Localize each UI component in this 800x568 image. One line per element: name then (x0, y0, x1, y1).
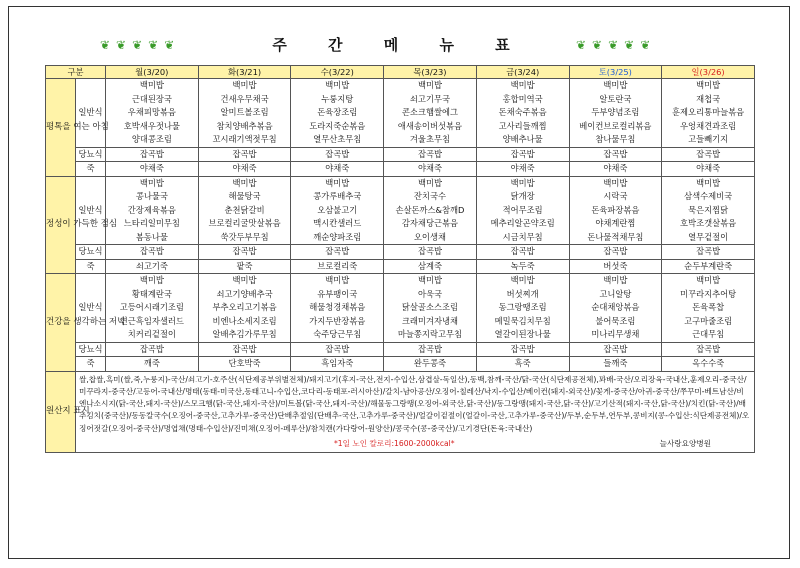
dish-item: 부추오리고기볶음 (212, 302, 277, 312)
lunch-porridge-day-0: 쇠고기죽 (106, 259, 199, 274)
breakfast-diabetic-day-0: 잡곡밥 (106, 147, 199, 162)
dinner-general-day-5 (569, 274, 662, 343)
breakfast-label: 평톡을 여는 아침 (46, 79, 76, 177)
dinner-porridge-day-2: 흑임자죽 (291, 357, 384, 372)
dish-item: 쇠고기양배추국 (216, 288, 273, 299)
dish-item: 돈육폭찹 (692, 302, 725, 312)
lunch-diabetic-day-1: 잡곡밥 (198, 245, 291, 260)
breakfast-general-label: 일반식 (76, 79, 106, 148)
dish-item: 숙주당근무침 (313, 329, 362, 339)
dish-item: 백미밥 (603, 275, 628, 285)
dish-item: 연근흑임자샐러드 (119, 315, 184, 326)
breakfast-diabetic-day-5: 잡곡밥 (569, 147, 662, 162)
breakfast-general-day-5 (569, 79, 662, 148)
lunch-porridge-day-5: 버섯죽 (569, 259, 662, 274)
dish-item: 쑥갓두부무침 (220, 231, 269, 242)
dish-item: 맥시칸샐러드 (313, 218, 362, 228)
lunch-diabetic-day-2: 잡곡밥 (291, 245, 384, 260)
breakfast-general-day-0 (106, 79, 199, 148)
dish-item: 백미밥 (510, 177, 535, 188)
day-header-fri: 금(3/24) (476, 66, 569, 79)
dish-item: 홍합미역국 (502, 93, 543, 104)
dish-item: 백미밥 (325, 275, 350, 285)
lunch-diabetic-day-3: 잡곡밥 (384, 245, 477, 260)
dish-item: 열무산초무침 (313, 134, 362, 144)
breakfast-porridge-row (46, 162, 755, 177)
dinner-porridge-day-6: 옥수수죽 (662, 357, 755, 372)
lunch-general-day-6 (662, 176, 755, 245)
dish-item: 적어무조림 (502, 204, 543, 215)
dish-item: 잔치국수 (413, 191, 446, 201)
dish-item: 콩가루배추국 (313, 191, 362, 201)
dinner-general-day-0 (106, 274, 199, 343)
day-header-thu: 목(3/23) (384, 66, 477, 79)
dinner-general-day-1 (198, 274, 291, 343)
dish-item: 불어묵조림 (595, 315, 636, 326)
dinner-porridge-row (46, 357, 755, 372)
dish-item: 메밀묵김치무침 (494, 315, 551, 326)
day-header-sun: 일(3/26) (662, 66, 755, 79)
dish-item: 고들빼기지 (688, 134, 729, 144)
dish-item: 우채피망볶음 (127, 107, 176, 117)
dinner-general-day-4 (476, 274, 569, 343)
dish-item: 유부팽이국 (317, 288, 358, 299)
dish-item: 백미밥 (232, 275, 257, 285)
dish-item: 알배추김가루무침 (212, 329, 277, 339)
lunch-diabetic-day-6: 잡곡밥 (662, 245, 755, 260)
dish-item: 돈나물적채무침 (587, 231, 644, 242)
dinner-general-day-2 (291, 274, 384, 343)
dish-item: 고구마줄조림 (684, 315, 733, 326)
dish-item: 고사리들깨찜 (498, 120, 547, 131)
breakfast-general-day-1 (198, 79, 291, 148)
lunch-porridge-day-2: 브로컬리죽 (291, 259, 384, 274)
breakfast-porridge-day-3: 야채죽 (384, 162, 477, 177)
dish-item: 백미밥 (139, 177, 164, 188)
dish-item: 백미밥 (139, 275, 164, 285)
dish-item: 알미트볼조림 (220, 107, 269, 117)
lunch-general-day-4 (476, 176, 569, 245)
header-corner: 구분 (46, 66, 106, 79)
footer (79, 438, 751, 452)
origin-label: 원산지 표시 (46, 371, 76, 452)
dish-item: 열무겉절이 (688, 231, 729, 242)
breakfast-porridge-day-4: 야채죽 (476, 162, 569, 177)
origin-row (46, 371, 755, 452)
dinner-porridge-day-4: 흑죽 (476, 357, 569, 372)
dish-item: 베이컨브로컬리볶음 (579, 120, 652, 131)
sprout-decoration-left: ❦❦❦❦❦ (100, 38, 181, 52)
sprout-decoration-right: ❦❦❦❦❦ (576, 38, 657, 52)
dish-item: 시락국 (603, 191, 628, 201)
dish-item: 오삼불고기 (317, 204, 358, 215)
day-header-wed: 수(3/22) (291, 66, 384, 79)
dish-item: 간장제육볶음 (127, 204, 176, 215)
dish-item: 백미밥 (139, 80, 164, 90)
dish-item: 버섯찌개 (506, 288, 539, 299)
dish-item: 백미밥 (603, 80, 628, 90)
dish-item: 고등어시래기조림 (119, 302, 184, 312)
dish-item: 비엔나소세지조림 (212, 315, 277, 326)
dish-item: 근대된장국 (131, 93, 172, 104)
dish-item: 백미밥 (417, 275, 442, 285)
dinner-diabetic-label: 당뇨식 (76, 342, 106, 357)
dish-item: 봄동나물 (135, 231, 168, 242)
dish-item: 고니알탕 (599, 288, 632, 299)
dinner-diabetic-day-3: 잡곡밥 (384, 342, 477, 357)
dish-item: 건새우무채국 (220, 93, 269, 104)
dish-item: 브로컬리굴맛살볶음 (208, 218, 281, 228)
weekly-menu-table (45, 65, 755, 453)
dinner-porridge-day-5: 들깨죽 (569, 357, 662, 372)
dish-item: 참치양배추볶음 (216, 120, 273, 131)
dish-item: 백미밥 (325, 177, 350, 188)
lunch-general-row (46, 176, 755, 245)
dish-item: 양대콩조림 (131, 134, 172, 144)
dinner-general-label: 일반식 (76, 274, 106, 343)
dish-item: 미꾸라지추어탕 (680, 288, 737, 299)
day-header-sat: 토(3/25) (569, 66, 662, 79)
lunch-porridge-day-4: 녹두죽 (476, 259, 569, 274)
dinner-porridge-day-3: 완두콩죽 (384, 357, 477, 372)
lunch-porridge-day-3: 삼계죽 (384, 259, 477, 274)
dish-item: 닭살골소스조림 (401, 302, 459, 312)
dish-item: 애새송이버섯볶음 (397, 120, 463, 131)
dish-item: 동그랑땡조림 (498, 302, 547, 312)
dinner-porridge-day-1: 단호박죽 (198, 357, 291, 372)
lunch-porridge-day-6: 순두부계란죽 (662, 259, 755, 274)
lunch-diabetic-day-4: 잡곡밥 (476, 245, 569, 260)
calorie-note: *1일 노인 칼로리:1600-2000kcal* (334, 438, 455, 448)
dinner-diabetic-day-4: 잡곡밥 (476, 342, 569, 357)
dish-item: 메추리알곤약조림 (490, 218, 555, 228)
breakfast-porridge-day-6: 야채죽 (662, 162, 755, 177)
dinner-general-day-3 (384, 274, 477, 343)
dish-item: 콩나물국 (135, 191, 168, 201)
dinner-porridge-label: 죽 (76, 357, 106, 372)
dish-item: 해물청경채볶음 (309, 302, 366, 312)
breakfast-general-day-2 (291, 79, 384, 148)
dish-item: 감자채당근볶음 (401, 218, 459, 228)
dish-item: 꼬시래기액젓무침 (212, 134, 277, 144)
lunch-label: 정성이 가득한 점심 (46, 176, 76, 274)
dish-item: 열갈이된장나물 (494, 329, 551, 339)
dinner-diabetic-day-2: 잡곡밥 (291, 342, 384, 357)
dish-item: 근대무침 (692, 329, 725, 339)
dish-item: 백미밥 (510, 80, 535, 90)
lunch-diabetic-day-5: 잡곡밥 (569, 245, 662, 260)
dish-item: 느타리일미무침 (123, 218, 180, 228)
dish-item: 해물탕국 (228, 191, 261, 201)
breakfast-porridge-day-2: 야채죽 (291, 162, 384, 177)
dish-item: 묵은지찜닭 (688, 204, 729, 215)
lunch-general-day-0 (106, 176, 199, 245)
breakfast-diabetic-day-4: 잡곡밥 (476, 147, 569, 162)
breakfast-diabetic-row (46, 147, 755, 162)
lunch-general-day-3 (384, 176, 477, 245)
dinner-general-day-6 (662, 274, 755, 343)
dish-item: 치커리겉절이 (127, 329, 176, 339)
dish-item: 백미밥 (325, 80, 350, 90)
dinner-label: 건강을 생각하는 저녁 (46, 274, 76, 372)
dish-item: 알토란국 (599, 93, 632, 104)
origin-cell (76, 371, 755, 452)
dinner-general-row (46, 274, 755, 343)
dinner-diabetic-day-6: 잡곡밥 (662, 342, 755, 357)
dish-item: 두부양념조림 (591, 107, 640, 117)
dish-item: 백미밥 (232, 80, 257, 90)
dish-item: 백미밥 (696, 275, 721, 285)
dish-item: 야채계란찜 (595, 218, 636, 228)
origin-text: 쌀,찹쌀,흑미(쌀,죽,누룽지)-국산/쇠고기-호주산(식단제공부위별전체)/돼지고기(후지-국산,전지-수입산,삼겹살-독일산),동백,참깨-국산/닭-국산(식단제공전체),꽈배-국산/오리장육-국내산,훈제오리-중국산/미꾸라지-중국산/고등어-국내산/명태(동태-미국산,동태고니-수입산,코다리-동태포-러시아산)/갈치-남아공산/오징어-칠레산/낙지-수입산/베이컨(돼지-외국산)/꽃게-중국산/아귀-중국산/쭈꾸미-베트남산/비엔나소시지(닭-국산,돼지-국산)/스모크햄(닭-국산,돼지-국산)/미트볼(닭-국산,돼지-국산)/해물동그랑땡(오징어-외국산,닭-국산)/동그랑땡(돼지-국산,닭-국산)/고기산적(돼지-국산,닭-국산)/치킨(닭-국산)/배추김치(중국산)/동동칼국수(오징어-중국산,고추가루-중국산)단배추절임(단배추-국산,고추가루-중국산)/얼갈이겉절이(얼갈이-국산,고추가루-중국산)/두부,순두부,연두부,콩비지(콩-수입산:식단제공전체)/오징어젓갈(오징어-중국산)/명엽채(명태-수입산)/진미채(오징어-페루산)/참치캔(가다랑어-원양산)/콩국수(콩-중국산)/고기경단(돈육:국내산) (79, 374, 750, 433)
breakfast-diabetic-day-6: 잡곡밥 (662, 147, 755, 162)
dish-item: 오이생채 (413, 231, 446, 242)
dish-item: 깨순양파조림 (313, 231, 362, 242)
dish-item: 마늘쫑지락고무침 (397, 329, 463, 339)
breakfast-general-day-3 (384, 79, 477, 148)
breakfast-general-day-4 (476, 79, 569, 148)
breakfast-porridge-day-5: 야채죽 (569, 162, 662, 177)
lunch-diabetic-label: 당뇨식 (76, 245, 106, 260)
dish-item: 가지두반장볶음 (309, 315, 366, 326)
dish-item: 우엉채견과조림 (680, 120, 737, 131)
breakfast-porridge-day-0: 야채죽 (106, 162, 199, 177)
breakfast-general-row (46, 79, 755, 148)
dish-item: 백미밥 (232, 177, 257, 188)
dish-item: 미나리무생채 (591, 329, 640, 339)
day-header-mon: 월(3/20) (106, 66, 199, 79)
dish-item: 누룽지탕 (321, 93, 354, 104)
dish-item: 춘천닭갈비 (224, 204, 265, 215)
dish-item: 도라지죽순볶음 (309, 120, 366, 131)
dish-item: 양배추나물 (502, 134, 543, 144)
dish-item: 재첩국 (696, 93, 721, 104)
dish-item: 참나물무침 (595, 134, 636, 144)
breakfast-general-day-6 (662, 79, 755, 148)
dish-item: 백미밥 (417, 177, 442, 188)
dish-item: 순대채앙볶음 (591, 302, 640, 312)
lunch-general-day-2 (291, 176, 384, 245)
dish-item: 돈육장조림 (317, 107, 358, 117)
dish-item: 황태계란국 (131, 288, 172, 299)
lunch-porridge-day-1: 팥죽 (198, 259, 291, 274)
dinner-diabetic-row (46, 342, 755, 357)
hospital-name: 늘사랑요양병원 (659, 438, 711, 448)
lunch-diabetic-day-0: 잡곡밥 (106, 245, 199, 260)
dish-item: 돈채숙주볶음 (498, 107, 547, 117)
day-header-tue: 화(3/21) (198, 66, 291, 79)
dish-item: 호박조갯살볶음 (680, 218, 737, 228)
dish-item: 콘소크햄쌀에그 (401, 107, 459, 117)
breakfast-diabetic-day-2: 잡곡밥 (291, 147, 384, 162)
lunch-general-day-5 (569, 176, 662, 245)
breakfast-porridge-day-1: 야채죽 (198, 162, 291, 177)
dish-item: 훈제오리통마늘볶음 (672, 107, 745, 117)
breakfast-diabetic-day-3: 잡곡밥 (384, 147, 477, 162)
page-title: 주 간 메 뉴 표 (272, 36, 528, 54)
lunch-general-label: 일반식 (76, 176, 106, 245)
dinner-porridge-day-0: 깨죽 (106, 357, 199, 372)
dish-item: 시금치무침 (502, 231, 543, 242)
dish-item: 백미밥 (510, 275, 535, 285)
dish-item: 호박새우젓나물 (123, 120, 180, 131)
dish-item: 백미밥 (417, 80, 442, 90)
breakfast-diabetic-day-1: 잡곡밥 (198, 147, 291, 162)
dinner-diabetic-day-5: 잡곡밥 (569, 342, 662, 357)
dinner-diabetic-day-1: 잡곡밥 (198, 342, 291, 357)
dish-item: 크래미겨자냉채 (401, 315, 459, 326)
dish-item: 손살돈까스&참깨D (395, 204, 465, 215)
dish-item: 백미밥 (696, 177, 721, 188)
lunch-porridge-row (46, 259, 755, 274)
dish-item: 백미밥 (696, 80, 721, 90)
dish-item: 겨울초무침 (409, 134, 450, 144)
lunch-diabetic-row (46, 245, 755, 260)
dish-item: 백미밥 (603, 177, 628, 188)
dish-item: 쇠고기무국 (409, 93, 450, 104)
lunch-porridge-label: 죽 (76, 259, 106, 274)
lunch-general-day-1 (198, 176, 291, 245)
dish-item: 돈육파장볶음 (591, 204, 640, 215)
breakfast-porridge-label: 죽 (76, 162, 106, 177)
dish-item: 아욱국 (417, 288, 442, 299)
header-row (46, 66, 755, 79)
dish-item: 닭개장 (510, 191, 535, 201)
dinner-diabetic-day-0: 잡곡밥 (106, 342, 199, 357)
dish-item: 삼색수제비국 (684, 191, 733, 201)
breakfast-diabetic-label: 당뇨식 (76, 147, 106, 162)
